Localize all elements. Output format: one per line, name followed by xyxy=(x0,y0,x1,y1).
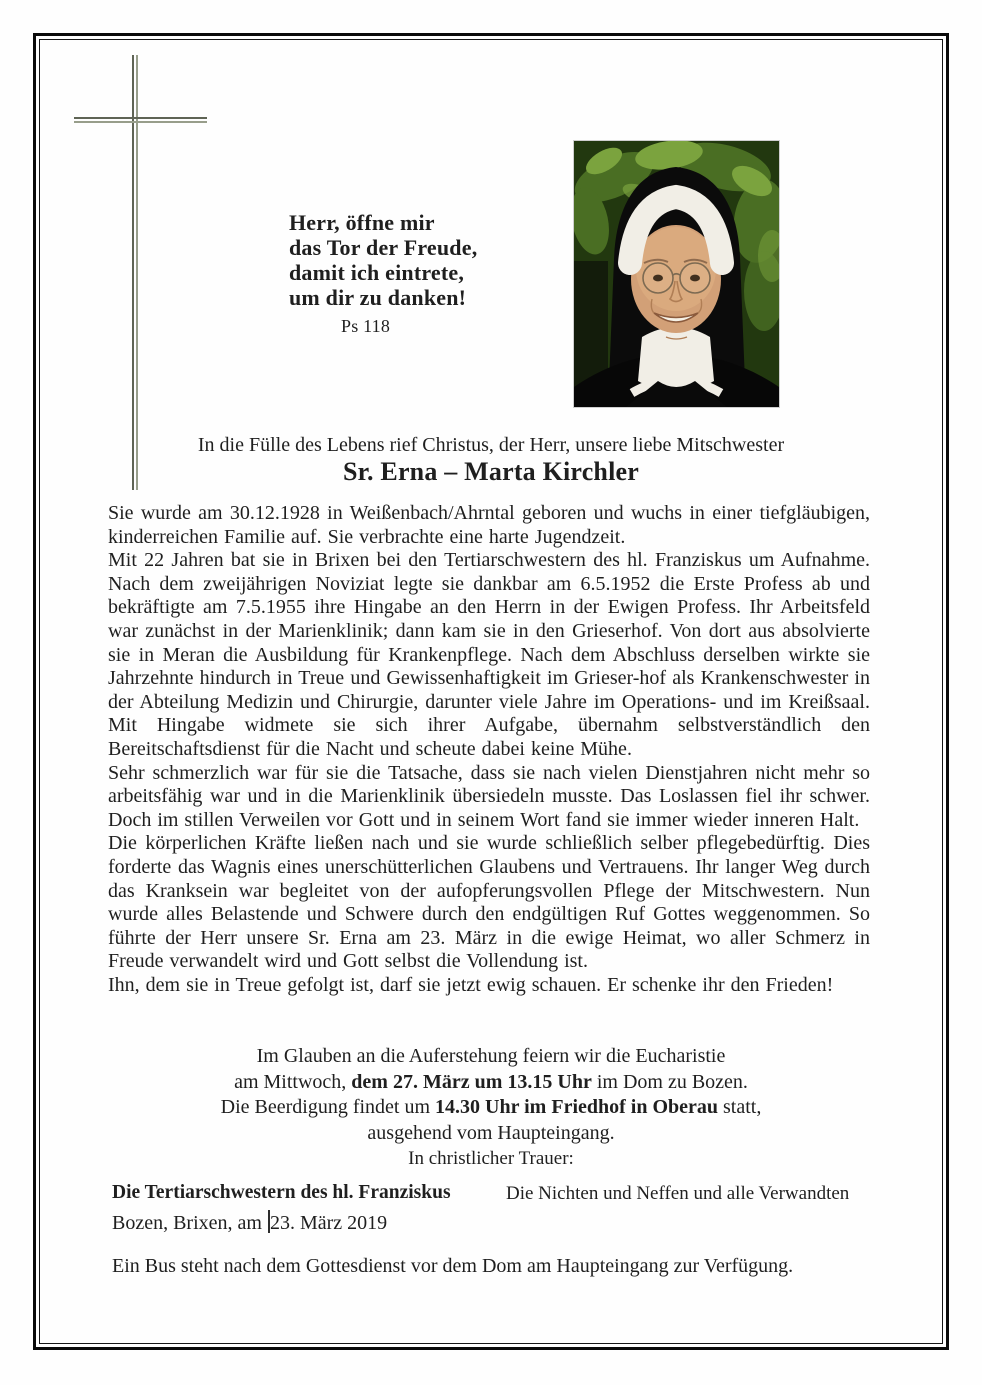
latin-cross-icon xyxy=(74,117,207,123)
deceased-name: Sr. Erna – Marta Kirchler xyxy=(342,457,639,486)
intro-line: In die Fülle des Lebens rief Christus, der Herr, unsere liebe Mitschwester xyxy=(197,434,785,456)
burial-datetime: 14.30 Uhr im Friedhof in Oberau xyxy=(435,1096,719,1118)
place-date-suffix: 23. März 2019 xyxy=(269,1212,388,1234)
obituary-paragraph: Sehr schmerzlich war für sie die Tatsache, dass sie nach vielen Dienstjahren nicht mehr so arbeitsfähig war und in die Marienklinik übersiedeln musste. Das Loslassen fiel ihr schwer. Doch im stillen Verweilen vor Gott und in seinem Wort fand sie immer wieder inneren Halt. xyxy=(108,761,870,831)
mourning-heading: In christlicher Trauer: xyxy=(408,1148,574,1169)
psalm-reference: Ps 118 xyxy=(341,316,391,336)
ceremony-text: im Dom zu Bozen. xyxy=(591,1070,748,1093)
ceremony-text: statt, xyxy=(718,1096,762,1118)
place-date-line xyxy=(112,1210,387,1235)
obituary-paragraph: Mit 22 Jahren bat sie in Brixen bei den Tertiarschwestern des hl. Franziskus um Aufnahme. Nach dem zweijährigen Noviziat legte sie dankbar am 6.5.1952 die Erste Profess ab und bekräftigte am 7.5.1955 ihre Hingabe an den Herrn in der Ewigen Profess. Ihr Arbeitsfeld war zunächst in der Marienklinik; dann kam sie in den Grieserhof. Von dort aus absolvierte sie in Meran die Ausbildung für Krankenpflege. Nach dem Abschluss derselben wirkte sie Jahrzehnte hindurch in Treue und Gewissenhaftigkeit im Grieser-hof als Krankenschwester in der Abteilung Medizin und Chirurgie, darunter viele Jahre im Operations- und im Kreißsaal. Mit Hingabe widmete sie sich ihrer Aufgabe, übernahm selbstverständlich den Bereitschaftsdienst für die Nacht und scheute dabei keine Mühe. xyxy=(108,549,870,760)
obituary-paragraph: Ihn, dem sie in Treue gefolgt ist, darf sie jetzt ewig schauen. Er schenke ihr den Frieden! xyxy=(108,973,834,996)
obituary-text xyxy=(108,502,870,997)
psalm-quote xyxy=(289,210,477,339)
psalm-quote-line: Herr, öffne mir xyxy=(289,210,435,235)
ceremony-line: Im Glauben an die Auferstehung feiern wir die Eucharistie xyxy=(256,1045,726,1067)
mass-datetime: dem 27. März um 13.15 Uhr xyxy=(351,1070,592,1093)
ceremony-line xyxy=(0,1095,982,1121)
portrait-photo-illustration xyxy=(574,141,779,407)
ceremony-line xyxy=(0,1070,982,1096)
ceremony-line: ausgehend vom Haupteingang. xyxy=(367,1121,615,1144)
ceremony-details xyxy=(0,1044,982,1146)
ceremony-text: am Mittwoch, xyxy=(234,1070,352,1093)
obituary-paragraph: Sie wurde am 30.12.1928 in Weißenbach/Ahrntal geboren und wuchs in einer tiefgläubigen, kinderreichen Familie auf. Sie verbrachte eine harte Jugendzeit. xyxy=(108,502,870,548)
obituary-paragraph: Die körperlichen Kräfte ließen nach und sie wurde schließlich selber pflegebedürftig. Dies forderte das Wagnis eines unerschütterlichen Glaubens und Vertrauens. Ihr langer Weg durch das Kranksein war begleitet von der aufopferungsvollen Pflege der Mitschwestern. Nun wurde alles Belastende und Schwere durch den endgültigen Ruf Gottes weggenommen. So führte der Herr unsere Sr. Erna am 23. März in die ewige Heimat, wo aller Schmerz in Freude verwandelt wird und Gott selbst die Vollendung ist. xyxy=(108,832,870,973)
mourners-family: Die Nichten und Neffen und alle Verwandten xyxy=(506,1183,850,1204)
bus-note: Ein Bus steht nach dem Gottesdienst vor dem Dom am Haupteingang zur Verfügung. xyxy=(112,1255,794,1277)
ceremony-text: Die Beerdigung findet um xyxy=(220,1096,436,1118)
psalm-quote-line: das Tor der Freude, xyxy=(289,235,478,260)
mourners-order: Die Tertiarschwestern des hl. Franziskus xyxy=(112,1182,451,1203)
place-date-prefix: Bozen, Brixen, am xyxy=(112,1212,267,1234)
portrait-photo xyxy=(573,140,780,408)
psalm-quote-line: um dir zu danken! xyxy=(289,285,467,310)
psalm-quote-line: damit ich eintrete, xyxy=(289,260,465,285)
